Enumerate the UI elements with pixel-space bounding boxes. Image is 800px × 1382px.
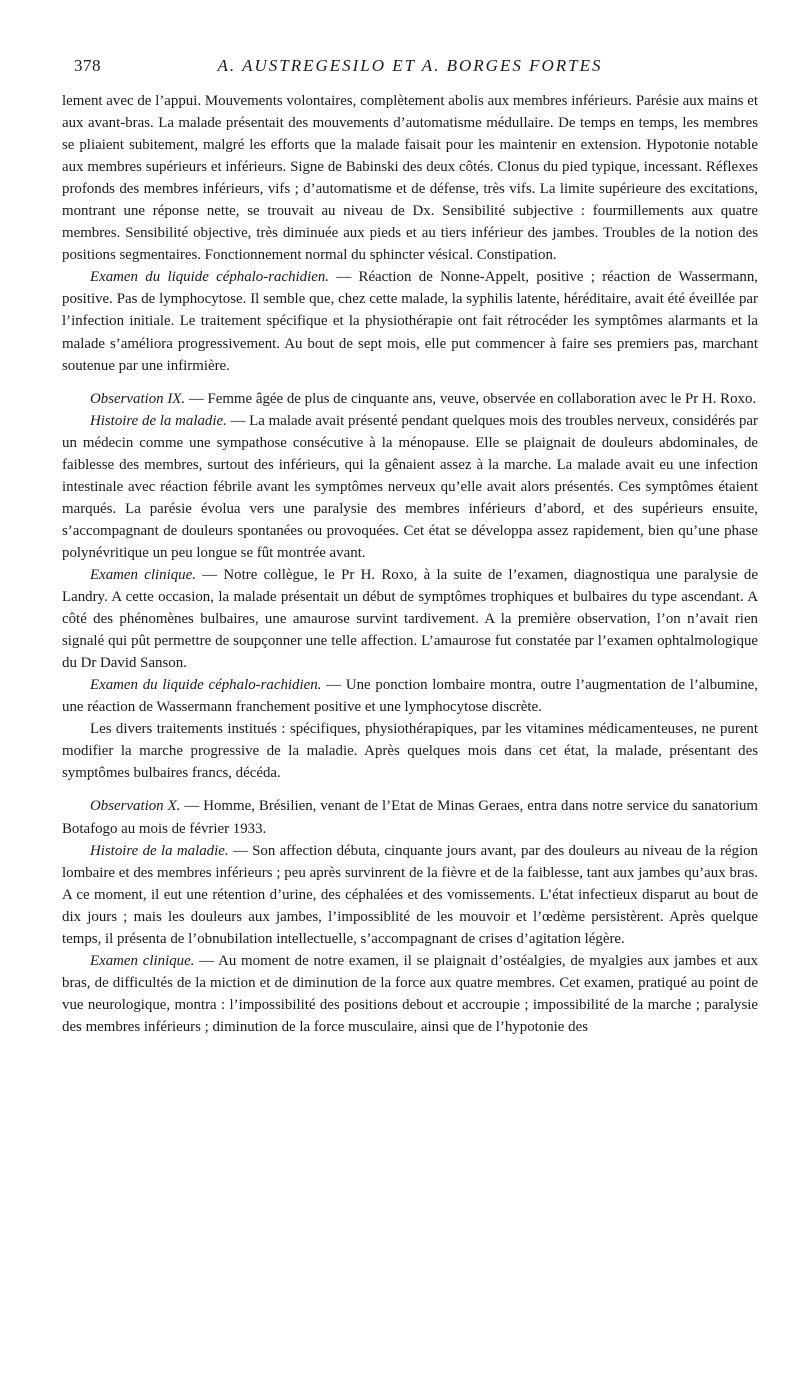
- paragraph-heading: Examen clinique.: [90, 566, 196, 583]
- running-title: A. AUSTREGESILO ET A. BORGES FORTES: [217, 56, 603, 75]
- paragraph-heading: Examen clinique.: [90, 952, 195, 969]
- body-text: [62, 90, 758, 1038]
- paragraph-treatment-ix: Les divers traitements institués : spécifiques, physiothérapiques, par les vitamines médicamenteuses, ne purent modifier la marche progressive de la maladie. Après quelques mois dans cet état, la malade, présentant des symptômes bulbaires francs, décéda.: [62, 721, 758, 782]
- paragraph-clinical-exam-ix: Examen clinique. — Notre collègue, le Pr H. Roxo, à la suite de l’examen, diagnostiqua une paralysie de Landry. A cette occasion, la malade présentait un début de symptômes trophiques et bulbaires du type ascendant. A côté des phénomènes bulbaires, une amaurose survint tardivement. A la première observation, l’on n’avait rien signalé qui pût permettre de soupçonner une telle affection. L’amaurose fut constatée par l’examen ophtalmologique du Dr David Sanson.: [62, 566, 758, 672]
- paragraph-history-ix: Histoire de la maladie. — La malade avait présenté pendant quelques mois des troubles nerveux, considérés par un médecin comme une sympathose consécutive à la ménopause. Elle se plaignait de douleurs abdominales, de faiblesse des membres, surtout des inférieurs, qui la gênaient assez à la marche. La malade avait eu une infection intestinale avec réaction fébrile avant les symptômes nerveux qu’elle avait alors présentés. Ces symptômes étaient marqués. La parésie évolua vers une paralysie des membres inférieurs d’abord, et des supérieurs ensuite, s’accompagnant de douleurs spontanées ou provoquées. Cet état se développa assez rapidement, bien qu’une phase polynévritique un peu longue se fût montrée avant.: [62, 412, 758, 561]
- paragraph-csf-exam-viii: Examen du liquide céphalo-rachidien. — Réaction de Nonne-Appelt, positive ; réaction de Wassermann, positive. Pas de lymphocytose. Il semble que, chez cette malade, la syphilis latente, héréditaire, avait été éveillée par l’infection initiale. Le traitement spécifique et la physiothérapie ont fait rétrocéder les symptômes alarmants et la malade s’améliora progressivement. Au bout de sept mois, elle put commencer à faire ses premiers pas, marchant soutenue par une infirmière.: [62, 269, 758, 374]
- paragraph-heading: Observation IX.: [90, 390, 186, 407]
- paragraph-history-x: Histoire de la maladie. — Son affection débuta, cinquante jours avant, par des douleurs au niveau de la région lombaire et des membres inférieurs ; peu après survinrent de la fièvre et de la faiblesse, tant aux jambes qu’aux bras. A ce moment, il eut une rétention d’urine, des céphalées et des vomissements. L’état infectieux disparut au bout de dix jours ; mais les douleurs aux jambes, l’impossiblité de les mouvoir et l’œdème persistèrent. Après quelque temps, il présenta de l’obnubilation intellectuelle, s’accompagnant de crises d’agitation légère.: [62, 842, 758, 947]
- page-number: 378: [74, 56, 101, 75]
- page-header: [74, 56, 746, 80]
- paragraph-heading: Histoire de la maladie.: [90, 842, 229, 859]
- paragraph-heading: Observation X.: [90, 798, 181, 815]
- paragraph-heading: Histoire de la maladie.: [90, 412, 227, 429]
- paragraph-observation-x: Observation X. — Homme, Brésilien, venant de l’Etat de Minas Geraes, entra dans notre service du sanatorium Botafogo au mois de février 1933.: [62, 798, 758, 837]
- paragraph-heading: Examen du liquide céphalo-rachidien.: [90, 677, 322, 694]
- paragraph-heading: Examen du liquide céphalo-rachidien.: [90, 269, 330, 286]
- paragraph-clinical-exam-x: Examen clinique. — Au moment de notre examen, il se plaignait d’ostéalgies, de myalgies aux jambes et aux bras, de difficultés de la miction et de diminution de la force aux quatre membres. Cet examen, pratiqué au point de vue neurologique, montra : l’impossibilité des positions debout et accroupie ; impossibilité de la marche ; paralysie des membres inférieurs ; diminution de la force musculaire, ainsi que de l’hypotonie des: [62, 952, 759, 1035]
- paragraph-csf-exam-ix: Examen du liquide céphalo-rachidien. — Une ponction lombaire montra, outre l’augmentation de l’albumine, une réaction de Wassermann franchement positive et une lymphocytose discrète.: [62, 677, 758, 716]
- paragraph-continuation: lement avec de l’appui. Mouvements volontaires, complètement abolis aux membres inférieurs. Parésie aux mains et aux avant-bras. La malade présentait des mouvements d’automatisme médullaire. De temps en temps, les membres se pliaient subitement, malgré les efforts que la malade faisait pour les maintenir en extension. Hypotonie notable aux membres supérieurs et inférieurs. Signe de Babinski des deux côtés. Clonus du pied typique, incessant. Réflexes profonds des membres inférieurs, vifs ; d’automatisme et de défense, très vifs. La limite supérieure des excitations, montrant une réponse nette, se trouvait au niveau de Dx. Sensibilité subjective : fourmillements aux quatre membres. Sensibilité objective, très diminuée aux pieds et au tiers inférieur des jambes. Troubles de la notion des positions segmentaires. Fonctionnement normal du sphincter vésical. Constipation.: [62, 93, 758, 264]
- paragraph-observation-ix: Observation IX. — Femme âgée de plus de cinquante ans, veuve, observée en collaboration avec le Pr H. Roxo.: [90, 390, 757, 407]
